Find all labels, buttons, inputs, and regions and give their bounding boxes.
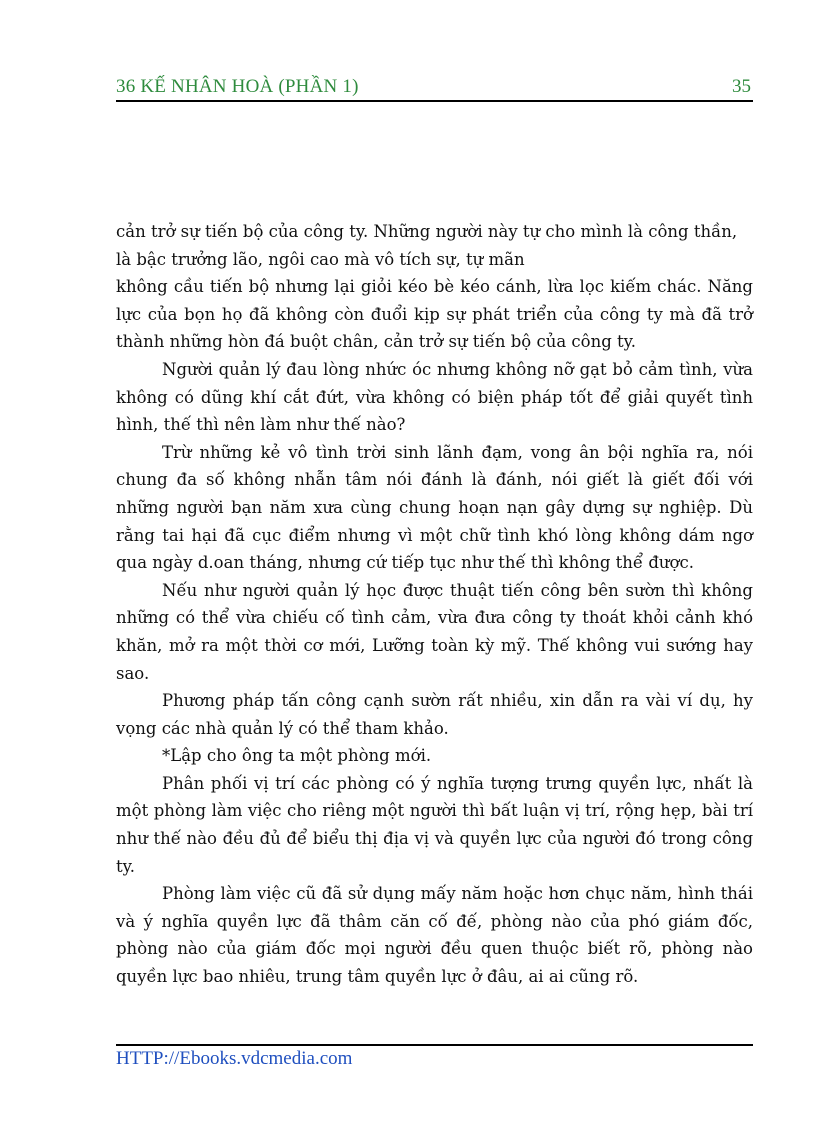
footer-divider (116, 1044, 753, 1046)
paragraph: *Lập cho ông ta một phòng mới. (162, 746, 432, 766)
paragraph: Phương pháp tấn công cạnh sườn rất nhiều, xin dẫn ra vài ví dụ, hy vọng các nhà quản lý có thể tham khảo. (116, 691, 753, 738)
paragraph: Nếu như người quản lý học được thuật tiến công bên sườn thì không những có thể vừa chiếu cố tình cảm, vừa đưa công ty thoát khỏi cảnh khó khăn, mở ra một thời cơ mới, Lưỡng toàn kỳ mỹ. Thế không vui sướng hay sao. (116, 580, 753, 683)
header-title: 36 KẾ NHÂN HOÀ (PHẦN 1) (116, 76, 359, 97)
page-header (116, 76, 753, 102)
footer-link[interactable]: HTTP://Ebooks.vdcmedia.com (116, 1048, 353, 1069)
paragraph: Phân phối vị trí các phòng có ý nghĩa tượng trưng quyền lực, nhất là một phòng làm việc cho riêng một người thì bất luận vị trí, rộng hẹp, bài trí như thế nào đều đủ để biểu thị địa vị và quyền lực của người đó trong công ty. (116, 773, 753, 876)
paragraph: không cầu tiến bộ nhưng lại giỏi kéo bè kéo cánh, lừa lọc kiếm chác. Năng lực của bọn họ đã không còn đuổi kịp sự phát triển của công ty mà đã trở thành những hòn đá buột chân, cản trở sự tiến bộ của công ty. (116, 277, 753, 352)
paragraph: Trừ những kẻ vô tình trời sinh lãnh đạm, vong ân bội nghĩa ra, nói chung đa số không nhẫn tâm nói đánh là đánh, nói giết là giết đối với những người bạn năm xưa cùng chung hoạn nạn gây dựng sự nghiệp. Dù rằng tai hại đã cục điểm nhưng vì một chữ tình khó lòng không dám ngơ qua ngày d.oan tháng, nhưng cứ tiếp tục như thế thì không thể được. (116, 442, 753, 573)
body-text (116, 218, 753, 991)
page-number: 35 (732, 76, 751, 97)
paragraph: Phòng làm việc cũ đã sử dụng mấy năm hoặc hơn chục năm, hình thái và ý nghĩa quyền lực đã thâm căn cố đế, phòng nào của phó giám đốc, phòng nào của giám đốc mọi người đều quen thuộc biết rõ, phòng nào quyền lực bao nhiêu, trung tâm quyền lực ở đâu, ai ai cũng rõ. (116, 884, 753, 987)
paragraph: cản trở sự tiến bộ của công ty. Những người này tự cho mình là công thần, là bậc trưởng lão, ngôi cao mà vô tích sự, tự mãn (116, 222, 738, 269)
paragraph: Người quản lý đau lòng nhức óc nhưng không nỡ gạt bỏ cảm tình, vừa không có dũng khí cắt đứt, vừa không có biện pháp tốt để giải quyết tình hình, thế thì nên làm như thế nào? (116, 359, 753, 435)
